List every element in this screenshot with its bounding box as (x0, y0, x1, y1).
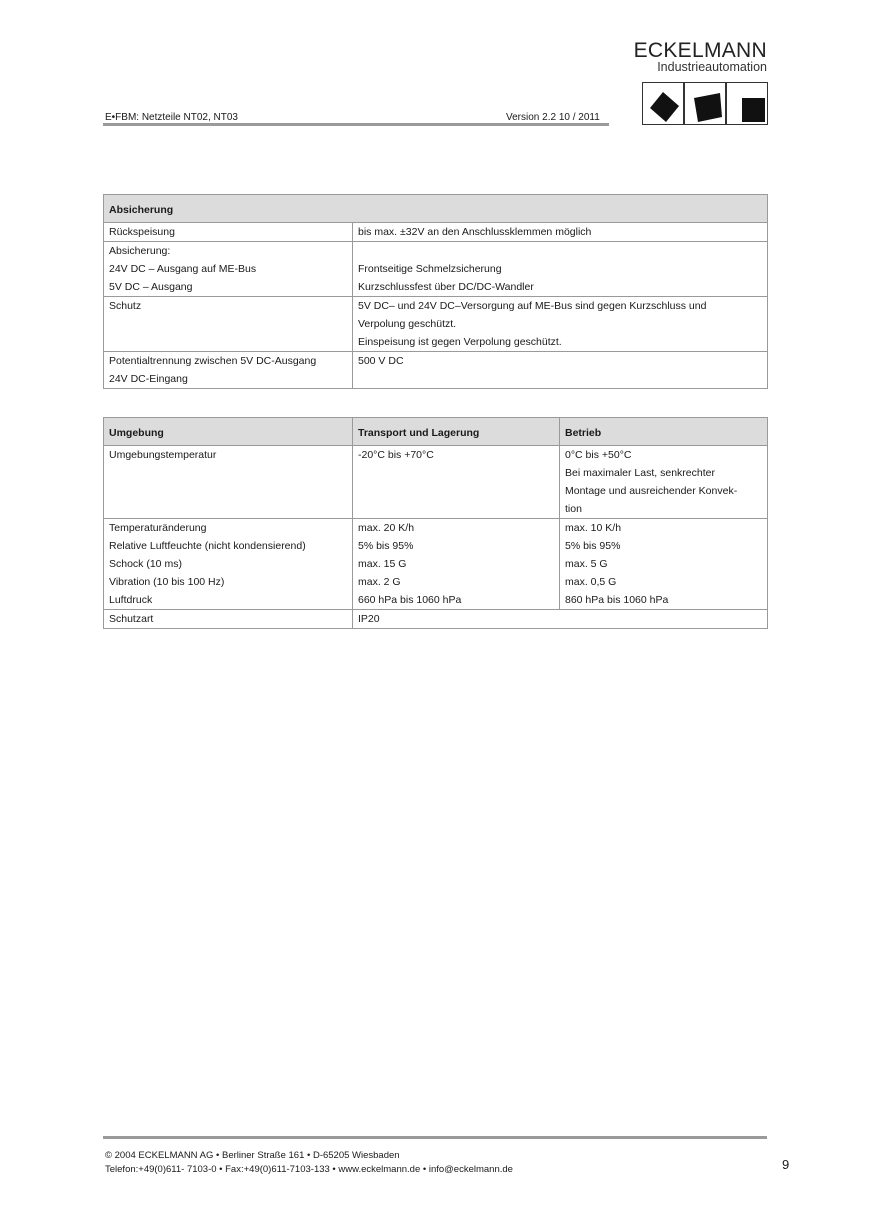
cell-line: Verpolung geschützt. (358, 318, 457, 330)
cell-line: Rückspeisung (109, 226, 175, 238)
cell-line: Bei maximaler Last, senkrechter (565, 467, 715, 479)
company-logo-tagline: Industrieautomation (657, 60, 767, 74)
row-label (104, 352, 353, 389)
document-title: E•FBM: Netzteile NT02, NT03 (105, 112, 238, 123)
cell-line: Schutz (109, 300, 142, 312)
company-logo-wordmark: ECKELMANN (633, 39, 767, 62)
table-row (104, 242, 768, 297)
row-label (104, 297, 353, 352)
company-logo-squares-icon (642, 82, 768, 125)
cell-line: Relative Luftfeuchte (nicht kondensierend) (109, 540, 306, 552)
cell-line: Kurzschlussfest über DC/DC-Wandler (358, 281, 534, 293)
cell-line: Montage und ausreichender Konvek- (565, 485, 738, 497)
cell-line: max. 10 K/h (565, 522, 622, 534)
cell-line: Temperaturänderung (109, 522, 207, 534)
table-row (104, 297, 768, 352)
cell-line: Schutzart (109, 613, 154, 625)
cell-line: IP20 (358, 613, 380, 625)
cell-line: 24V DC – Ausgang auf ME-Bus (109, 263, 257, 275)
cell-line: Potentialtrennung zwischen 5V DC-Ausgang (109, 355, 317, 367)
cell-line: max. 2 G (358, 576, 401, 588)
row-value (353, 223, 768, 242)
row-label (104, 223, 353, 242)
cell-line: -20°C bis +70°C (358, 449, 434, 461)
schutzart-value (353, 610, 768, 629)
cell-line: Schock (10 ms) (109, 558, 182, 570)
row-value (353, 297, 768, 352)
document-version: Version 2.2 10 / 2011 (506, 112, 600, 123)
column-header-betrieb: Betrieb (560, 418, 768, 446)
table-row (104, 446, 768, 519)
table-row (104, 352, 768, 389)
row-value (353, 352, 768, 389)
cell-line: max. 20 K/h (358, 522, 415, 534)
cell-line: 5% bis 95% (565, 540, 621, 552)
cell-line: Vibration (10 bis 100 Hz) (109, 576, 225, 588)
absicherung-heading: Absicherung (104, 195, 768, 223)
betrieb-value (560, 519, 768, 610)
row-label (104, 519, 353, 610)
footer-divider (103, 1136, 767, 1139)
header-divider (103, 123, 609, 126)
transport-value (353, 446, 560, 519)
cell-line: 660 hPa bis 1060 hPa (358, 594, 462, 606)
cell-line: Frontseitige Schmelzsicherung (358, 263, 502, 275)
row-value (353, 242, 768, 297)
table-row (104, 610, 768, 629)
row-label (104, 242, 353, 297)
cell-line: 5V DC– und 24V DC–Versorgung auf ME-Bus sind gegen Kurzschluss und (358, 300, 707, 312)
cell-line: Einspeisung ist gegen Verpolung geschützt. (358, 336, 562, 348)
cell-line: 24V DC-Eingang (109, 373, 188, 385)
cell-line: 5% bis 95% (358, 540, 414, 552)
cell-line: tion (565, 503, 582, 515)
row-label (104, 610, 353, 629)
cell-line: max. 0,5 G (565, 576, 617, 588)
cell-line: 500 V DC (358, 355, 404, 367)
umgebung-table (103, 417, 768, 629)
cell-line: 5V DC – Ausgang (109, 281, 193, 293)
cell-line: Absicherung: (109, 245, 171, 257)
cell-line: Luftdruck (109, 594, 153, 606)
cell-line: max. 15 G (358, 558, 407, 570)
footer-contact: Telefon:+49(0)611- 7103-0 • Fax:+49(0)611-7103-133 • www.eckelmann.de • info@eckelmann.de (105, 1164, 513, 1175)
row-label (104, 446, 353, 519)
page-number: 9 (782, 1157, 790, 1172)
cell-line: bis max. ±32V an den Anschlussklemmen möglich (358, 226, 592, 238)
transport-value (353, 519, 560, 610)
table-row (104, 519, 768, 610)
absicherung-table (103, 194, 768, 389)
cell-line: Umgebungstemperatur (109, 449, 217, 461)
cell-line: max. 5 G (565, 558, 608, 570)
column-header-umgebung: Umgebung (104, 418, 353, 446)
footer-address: © 2004 ECKELMANN AG • Berliner Straße 161 • D-65205 Wiesbaden (105, 1150, 400, 1161)
cell-line: 0°C bis +50°C (565, 449, 632, 461)
table-row (104, 223, 768, 242)
cell-line: 860 hPa bis 1060 hPa (565, 594, 669, 606)
column-header-transport: Transport und Lagerung (353, 418, 560, 446)
cell-line (358, 242, 762, 260)
betrieb-value (560, 446, 768, 519)
